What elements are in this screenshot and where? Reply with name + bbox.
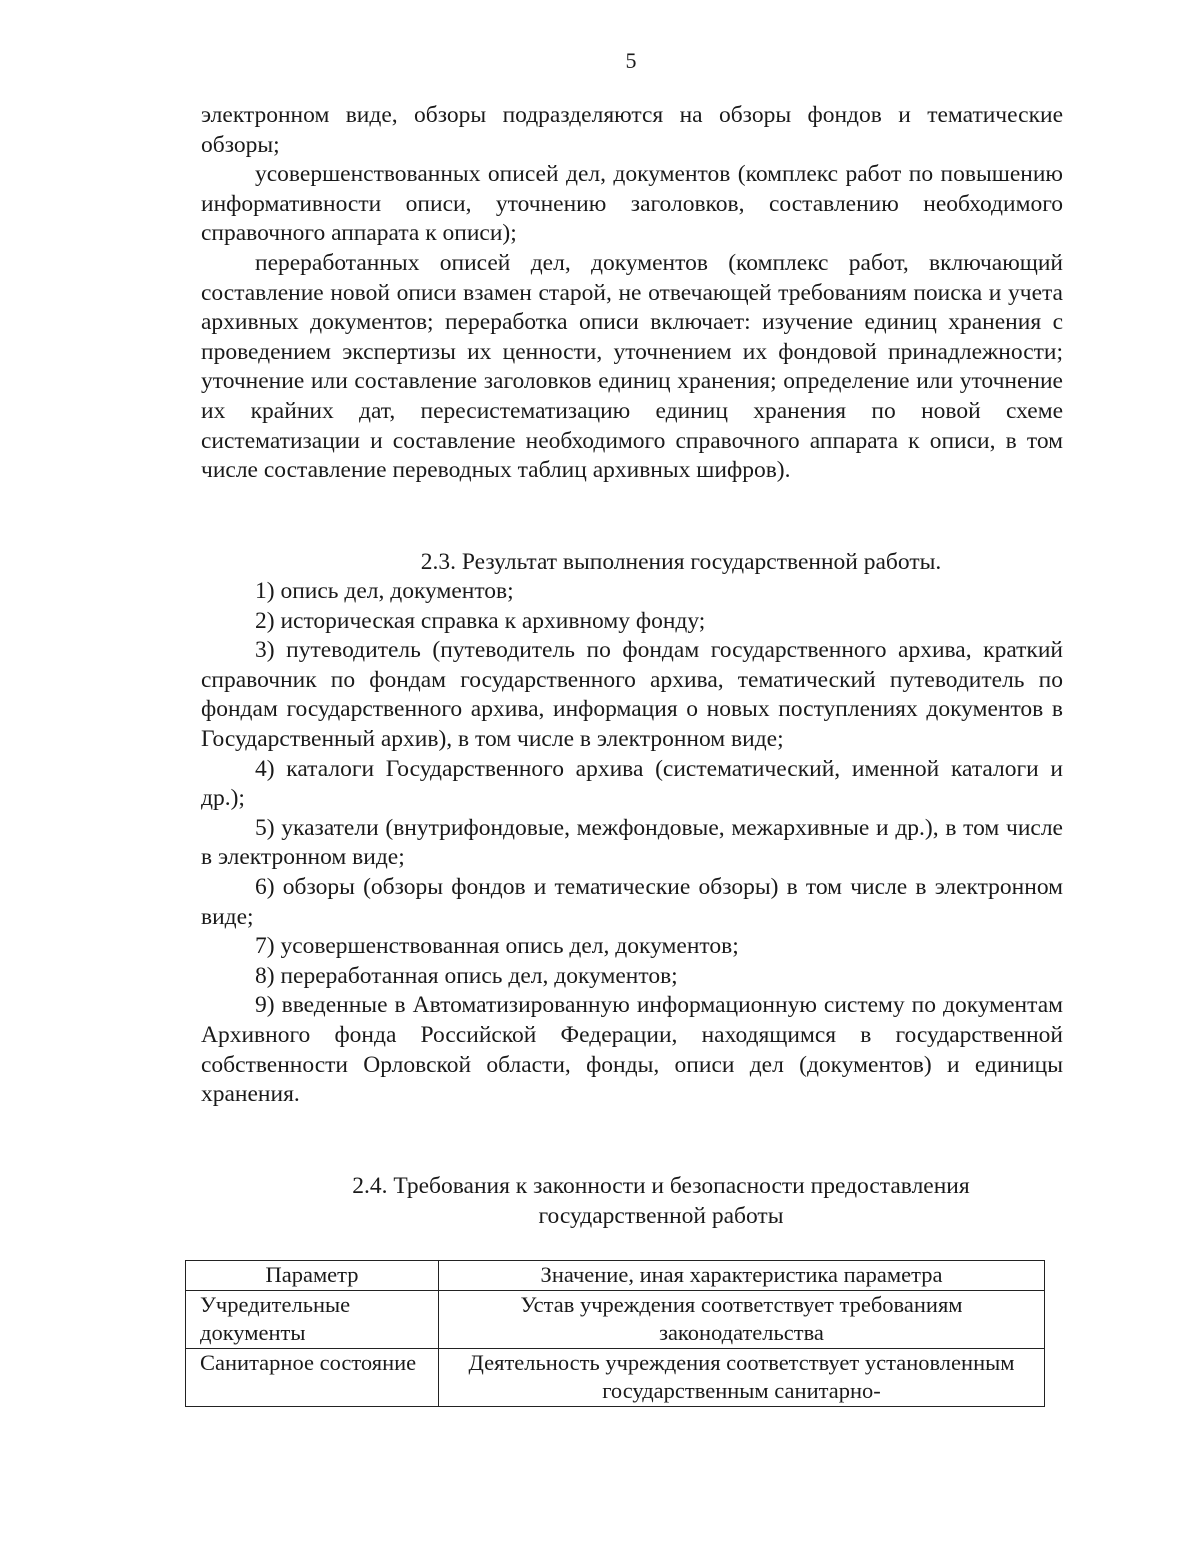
list-item: 3) путеводитель (путеводитель по фондам государственного архива, краткий справочник по фондам государственного архива, тематический путеводитель по фондам государственного архива, информация о новых поступлениях документов в Государственный архив), в том числе в электронном виде; [201,637,1063,752]
list-item: 7) усовершенствованная опись дел, документов; [255,933,739,960]
table-cell-value: Устав учреждения соответствует требованиям законодательства [439,1290,1045,1348]
list-item: 6) обзоры (обзоры фондов и тематические обзоры) в том числе в электронном виде; [201,873,1063,930]
list-item: 9) введенные в Автоматизированную информационную систему по документам Архивного фонда Российской Федерации, находящимся в государственной собственности Орловской области, фонды, описи дел (документов) и единицы хранения. [201,992,1063,1108]
section-heading-2-4 [260,1172,1062,1231]
column-header: Значение, иная характеристика параметра [439,1261,1045,1291]
column-header: Параметр [186,1261,439,1291]
parameters-table [185,1260,1045,1407]
paragraph: переработанных описей дел, документов (комплекс работ, включающий составление новой описи взамен старой, не отвечающей требованиям поиска и учета архивных документов; переработка описи включает: изучение единиц хранения с проведением экспертизы их ценности, уточнением их фондовой принадлежности; уточнение или составление заголовков единиц хранения; определение или уточнение их крайних дат, пересистематизацию единиц хранения по новой схеме систематизации и составление необходимого справочного аппарата к описи, в том числе составление переводных таблиц архивных шифров). [201,249,1063,484]
list-item: 8) переработанная опись дел, документов; [255,962,678,989]
section-heading-2-3: 2.3. Результат выполнения государственной работы. [420,549,942,575]
list-item: 1) опись дел, документов; [255,578,514,604]
section-heading-line: 2.4. Требования к законности и безопасности предоставления [352,1173,970,1199]
table-row [186,1290,1045,1348]
table-cell-param: Санитарное состояние [186,1348,439,1406]
list-item: 4) каталоги Государственного архива (систематический, именной каталоги и др.); [201,755,1063,812]
intro-text-block [201,101,1063,486]
table-header-row [186,1261,1045,1291]
list-item: 5) указатели (внутрифондовые, межфондовые, межархивные и др.), в том числе в электронном виде; [201,814,1063,871]
table-cell-param: Учредительные документы [186,1290,439,1348]
paragraph: усовершенствованных описей дел, документов (комплекс работ по повышению информативности описи, уточнению заголовков, составлению необходимого справочного аппарата к описи); [201,161,1063,247]
section-heading-line: государственной работы [538,1202,784,1229]
paragraph: электронном виде, обзоры подразделяются на обзоры фондов и тематические обзоры; [201,102,1063,158]
list-item: 2) историческая справка к архивному фонду; [255,607,706,634]
page-number: 5 [625,48,637,73]
results-list [201,577,1063,1110]
table-cell-value: Деятельность учреждения соответствует установленным государственным санитарно- [439,1348,1045,1406]
table-row [186,1348,1045,1406]
